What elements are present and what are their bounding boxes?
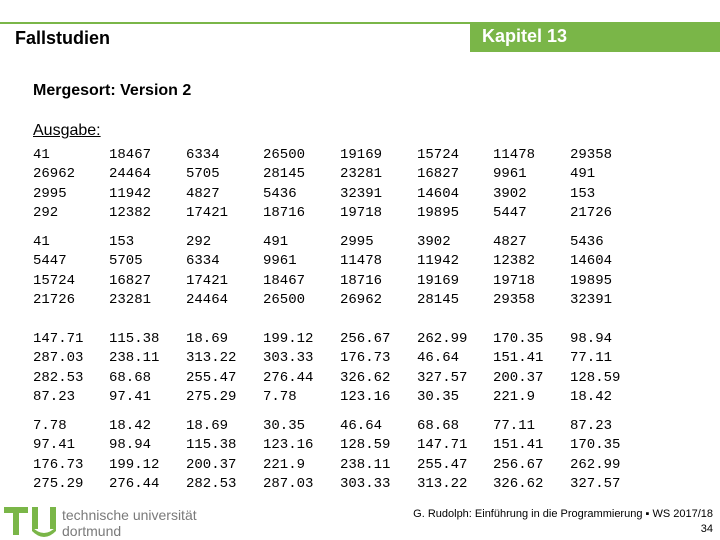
output-value: 15724 — [417, 147, 460, 163]
output-value: 30.35 — [263, 418, 306, 434]
output-value: 200.37 — [186, 456, 237, 473]
output-value: 68.68 — [109, 369, 152, 386]
output-value: 147.71 — [33, 331, 84, 347]
output-value: 26962 — [33, 166, 76, 183]
output-value: 28145 — [417, 291, 460, 308]
output-value: 14604 — [570, 253, 613, 270]
output-column — [493, 417, 543, 494]
output-column — [570, 146, 612, 223]
output-value: 32391 — [340, 185, 383, 202]
output-value: 19895 — [417, 204, 460, 221]
slide-subtitle: Mergesort: Version 2 — [33, 82, 192, 99]
output-value: 262.99 — [417, 331, 468, 347]
header-left — [0, 22, 470, 52]
output-value: 18467 — [263, 272, 306, 289]
output-value: 77.11 — [570, 350, 613, 367]
output-value: 23281 — [109, 291, 152, 308]
output-value: 18.69 — [186, 331, 229, 347]
output-value: 41 — [33, 234, 50, 250]
output-value: 170.35 — [570, 437, 621, 454]
output-value: 19718 — [340, 204, 383, 221]
output-value: 287.03 — [263, 475, 314, 492]
output-value: 123.16 — [340, 388, 391, 405]
output-column — [263, 233, 305, 310]
output-value: 255.47 — [186, 369, 237, 386]
output-value: 128.59 — [340, 437, 391, 454]
output-value: 9961 — [263, 253, 297, 270]
logo-line-2: dortmund — [62, 523, 122, 539]
output-value: 200.37 — [493, 369, 544, 386]
output-value: 41 — [33, 147, 50, 163]
output-value: 153 — [109, 234, 135, 250]
output-value: 14604 — [417, 185, 460, 202]
output-value: 2995 — [340, 234, 374, 250]
output-column — [570, 417, 620, 494]
output-column — [493, 233, 535, 310]
output-column — [263, 417, 313, 494]
logo-line-1: technische universität — [62, 507, 197, 523]
output-value: 19718 — [493, 272, 536, 289]
output-value: 5436 — [263, 185, 297, 202]
output-column — [33, 233, 75, 310]
output-value: 11478 — [493, 147, 536, 163]
output-value: 15724 — [33, 272, 76, 289]
output-value: 18716 — [340, 272, 383, 289]
output-value: 123.16 — [263, 437, 314, 454]
output-value: 23281 — [340, 166, 383, 183]
header-bar — [0, 22, 720, 52]
output-value: 4827 — [493, 234, 527, 250]
output-value: 151.41 — [493, 437, 544, 454]
output-value: 26500 — [263, 147, 306, 163]
output-value: 87.23 — [570, 418, 613, 434]
output-column — [186, 233, 228, 310]
lecture-credit: G. Rudolph: Einführung in die Programmierung ▪ WS 2017/18 — [413, 508, 713, 520]
output-value: 29358 — [570, 147, 613, 163]
output-value: 24464 — [109, 166, 152, 183]
output-value: 18.42 — [109, 418, 152, 434]
output-value: 303.33 — [340, 475, 391, 492]
output-value: 5436 — [570, 234, 604, 250]
output-column — [340, 417, 390, 494]
output-value: 12382 — [109, 204, 152, 221]
output-value: 11942 — [109, 185, 152, 202]
output-value: 17421 — [186, 272, 229, 289]
output-value: 24464 — [186, 291, 229, 308]
output-value: 275.29 — [186, 388, 237, 405]
output-value: 19169 — [417, 272, 460, 289]
output-value: 275.29 — [33, 475, 84, 492]
output-column — [109, 417, 159, 494]
output-value: 30.35 — [417, 388, 460, 405]
output-column — [417, 146, 459, 223]
footer-credit — [413, 507, 713, 537]
output-value: 151.41 — [493, 350, 544, 367]
output-column — [109, 146, 151, 223]
header-right — [470, 22, 720, 52]
output-value: 170.35 — [493, 331, 544, 347]
output-column — [263, 146, 305, 223]
output-value: 5705 — [109, 253, 143, 270]
output-value: 9961 — [493, 166, 527, 183]
output-value: 327.57 — [570, 475, 621, 492]
output-value: 115.38 — [109, 331, 160, 347]
output-column — [417, 417, 467, 494]
output-value: 77.11 — [493, 418, 536, 434]
output-column — [33, 146, 75, 223]
output-column — [493, 330, 543, 407]
output-value: 68.68 — [417, 418, 460, 434]
output-value: 287.03 — [33, 350, 84, 367]
output-value: 128.59 — [570, 369, 621, 386]
output-value: 18.42 — [570, 388, 613, 405]
output-column — [109, 233, 151, 310]
output-value: 5705 — [186, 166, 220, 183]
output-column — [186, 146, 228, 223]
output-value: 26962 — [340, 291, 383, 308]
output-value: 326.62 — [340, 369, 391, 386]
output-value: 5447 — [33, 253, 67, 270]
output-column — [186, 330, 236, 407]
output-value: 3902 — [417, 234, 451, 250]
output-value: 176.73 — [33, 456, 84, 473]
output-value: 6334 — [186, 147, 220, 163]
output-value: 221.9 — [263, 456, 306, 473]
output-value: 282.53 — [33, 369, 84, 386]
output-column — [33, 330, 83, 407]
output-value: 176.73 — [340, 350, 391, 367]
output-value: 21726 — [570, 204, 613, 221]
output-value: 491 — [263, 234, 289, 250]
output-column — [340, 146, 382, 223]
output-column — [493, 146, 535, 223]
output-value: 292 — [186, 234, 212, 250]
output-column — [263, 330, 313, 407]
output-value: 29358 — [493, 291, 536, 308]
output-value: 238.11 — [109, 350, 160, 367]
output-column — [340, 330, 390, 407]
output-value: 4827 — [186, 185, 220, 202]
output-value: 326.62 — [493, 475, 544, 492]
output-value: 3902 — [493, 185, 527, 202]
section-title: Fallstudien — [15, 28, 111, 48]
output-value: 153 — [570, 185, 596, 202]
output-value: 256.67 — [340, 331, 391, 347]
output-value: 32391 — [570, 291, 613, 308]
output-value: 221.9 — [493, 388, 536, 405]
output-value: 18716 — [263, 204, 306, 221]
output-value: 46.64 — [340, 418, 383, 434]
output-value: 313.22 — [417, 475, 468, 492]
output-value: 98.94 — [109, 437, 152, 454]
output-value: 256.67 — [493, 456, 544, 473]
output-value: 147.71 — [417, 437, 468, 454]
output-value: 12382 — [493, 253, 536, 270]
output-value: 6334 — [186, 253, 220, 270]
output-value: 5447 — [493, 204, 527, 221]
output-value: 276.44 — [263, 369, 314, 386]
output-column — [417, 233, 459, 310]
chapter-title: Kapitel 13 — [482, 26, 568, 46]
output-column — [109, 330, 159, 407]
output-value: 87.23 — [33, 388, 76, 405]
output-value: 7.78 — [263, 388, 297, 405]
output-column — [570, 233, 612, 310]
output-value: 262.99 — [570, 456, 621, 473]
output-value: 16827 — [417, 166, 460, 183]
output-value: 26500 — [263, 291, 306, 308]
output-value: 276.44 — [109, 475, 160, 492]
output-column — [33, 417, 83, 494]
output-value: 19169 — [340, 147, 383, 163]
page-number: 34 — [700, 523, 713, 535]
output-value: 18.69 — [186, 418, 229, 434]
output-column — [570, 330, 620, 407]
output-value: 16827 — [109, 272, 152, 289]
output-value: 28145 — [263, 166, 306, 183]
output-column — [340, 233, 382, 310]
output-value: 238.11 — [340, 456, 391, 473]
output-value: 97.41 — [109, 388, 152, 405]
output-value: 282.53 — [186, 475, 237, 492]
output-column — [417, 330, 467, 407]
output-value: 17421 — [186, 204, 229, 221]
output-label: Ausgabe: — [33, 122, 101, 139]
output-value: 199.12 — [109, 456, 160, 473]
output-value: 2995 — [33, 185, 67, 202]
output-value: 21726 — [33, 291, 76, 308]
output-value: 11478 — [340, 253, 383, 270]
output-value: 255.47 — [417, 456, 468, 473]
output-value: 313.22 — [186, 350, 237, 367]
output-value: 19895 — [570, 272, 613, 289]
output-value: 98.94 — [570, 331, 613, 347]
output-value: 199.12 — [263, 331, 314, 347]
output-value: 115.38 — [186, 437, 237, 454]
output-value: 46.64 — [417, 350, 460, 367]
output-value: 18467 — [109, 147, 152, 163]
output-value: 303.33 — [263, 350, 314, 367]
output-value: 7.78 — [33, 418, 67, 434]
output-value: 327.57 — [417, 369, 468, 386]
output-value: 491 — [570, 166, 596, 183]
university-name — [62, 507, 197, 539]
output-value: 11942 — [417, 253, 460, 270]
output-column — [186, 417, 236, 494]
output-value: 97.41 — [33, 437, 76, 454]
output-value: 292 — [33, 204, 59, 221]
